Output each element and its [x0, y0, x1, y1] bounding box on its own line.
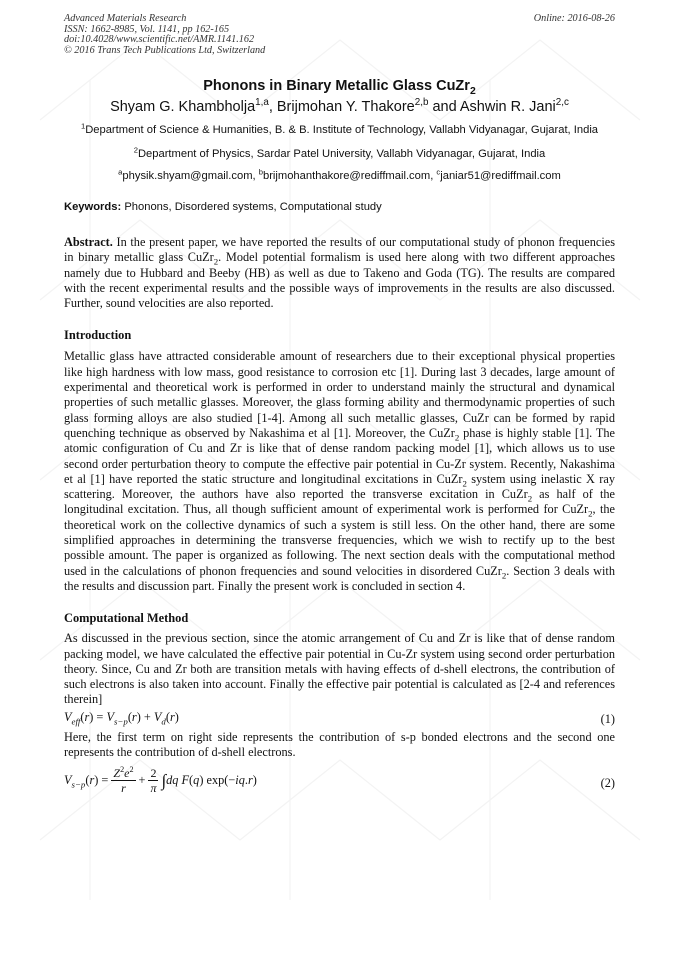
- formula-subscript: 2: [527, 493, 533, 504]
- affiliation-text: Department of Physics, Sardar Patel University, Vallabh Vidyanagar, Gujarat, India: [137, 147, 546, 160]
- formula-subscript: 2: [454, 432, 460, 443]
- body-text: phase is highly stable [1]. The atomic configuration of Cu and Zr is like that of dense random packing model [1], which allows us to use second order perturbation theory to compute the effective pair potential in Cu-Zr system. Recently, Nakashima et al [1] have reported the static structure and longitudinal excitations in CuZr: [64, 425, 615, 486]
- doi-line: doi:10.4028/www.scientific.net/AMR.1141.162: [64, 34, 255, 45]
- author-mark: 1,a: [255, 97, 269, 109]
- method-paragraph-2: Here, the first term on right side represents the contribution of s-p bonded electrons and the second one represents the contribution of d-shell electrons.: [64, 729, 615, 760]
- formula-subscript: 2: [588, 508, 593, 519]
- body-text: Metallic glass have attracted considerable amount of researchers due to their exceptional physical properties like high hardness with low mass, good resistance to corrosion etc [1]. During last 3 decades, large amount of experimental and theoretical work is performed in order to understand mainly the structural and dynamical properties of such metallic glasses. Moreover, the glass forming ability and thermodynamic properties of such glass forming alloys are also studied [1-4]. Among all such metallic glasses, CuZr can be formed by rapid quenching technique as observed by Nakashima et al [1]. Moreover, the CuZr: [64, 349, 615, 440]
- affiliation-2: [64, 144, 615, 162]
- email-link[interactable]: brijmohanthakore@rediffmail.com: [262, 170, 431, 182]
- title-text: Phonons in Binary Metallic Glass CuZr: [203, 78, 470, 94]
- email-separator: ,: [430, 170, 437, 182]
- equation-1-formula: $V_{eff}(r) = V_{s-p}(r) + V_d(r)$: [64, 709, 179, 727]
- formula-subscript: 2: [213, 256, 219, 267]
- author-separator: ,: [268, 99, 277, 115]
- introduction-heading: Introduction: [64, 328, 132, 343]
- online-date: Online: 2016-08-26: [533, 13, 615, 24]
- affiliation-mark: 1: [80, 121, 86, 131]
- equation-2: [64, 766, 615, 802]
- author-mark: 2,c: [555, 97, 569, 109]
- method-heading: Computational Method: [64, 611, 189, 626]
- formula-subscript: 2: [462, 478, 467, 489]
- body-text: system using inelastic X ray scattering. Moreover, the authors have also reported the transverse excitation in CuZr: [64, 471, 615, 502]
- email-mark: b: [258, 167, 263, 177]
- author-name: Brijmohan Y. Thakore: [276, 99, 415, 115]
- introduction-paragraph: [64, 349, 615, 594]
- equation-2-formula: $V_{s-p}(r)$ = $\frac{Z^2e^2}{r}$ + $\frac{2}{\pi}$ ∫dq F(q) exp(−iq.r): [64, 765, 257, 796]
- body-text: , the theoretical work on the collective dynamics of such a system is still less. On the other hand, there are some simplified approaches in determining the transverse frequencies, which we wish to rectify up to the best possible amount. The paper is organized as following. The next section deals with the computational method used in the calculations of phonon frequencies and sound velocities in disordered CuZr: [64, 502, 615, 578]
- author-name: Ashwin R. Jani: [459, 99, 556, 115]
- email-link[interactable]: janiar51@rediffmail.com: [440, 170, 561, 182]
- author-name: Shyam G. Khambholja: [110, 99, 256, 115]
- keywords: [64, 201, 615, 213]
- title-formula-subscript: 2: [469, 85, 476, 97]
- equation-2-number: (2): [600, 776, 615, 791]
- journal-header: [64, 14, 615, 66]
- author-emails: [64, 167, 615, 182]
- body-text: . Section 3 deals with the results and discussion part. Finally the present work is concluded in section 4.: [64, 563, 615, 593]
- formula-subscript: 2: [501, 570, 507, 581]
- email-mark: c: [436, 167, 441, 177]
- equation-1-number: (1): [600, 711, 615, 726]
- body-text: as half of the longitudinal excitation. Thus, all though sufficient amount of experimental work is performed for CuZr: [64, 487, 615, 517]
- issn-line: ISSN: 1662-8985, Vol. 1141, pp 162-165: [64, 23, 230, 35]
- keywords-text: Phonons, Disordered systems, Computational study: [124, 201, 382, 213]
- journal-name: Advanced Materials Research: [64, 13, 187, 24]
- abstract-text: . Model potential formalism is used here along with two different approaches namely due to Hubbard and Beeby (HB) as well as due to Takeno and Goda (TG). The results are compared with the recent experimental results and the possible ways of improvements in the results are also discussed. Further, sound velocities are also reported.: [64, 250, 615, 311]
- affiliation-text: Department of Science & Humanities, B. & B. Institute of Technology, Vallabh Vidyanagar, Gujarat, India: [85, 124, 599, 136]
- author-list: [64, 99, 615, 115]
- email-separator: ,: [252, 170, 259, 182]
- abstract-label: Abstract.: [64, 235, 113, 249]
- email-link[interactable]: physik.shyam@gmail.com: [122, 170, 253, 182]
- method-paragraph: As discussed in the previous section, since the atomic arrangement of Cu and Zr is like that of dense random packing model, we have calculated the effective pair potential in Cu-Zr system using second order perturbation theory. Since, Cu and Zr both are transition metals with having effects of d-shell electrons, the contribution of such electrons is also taken into account. Finally the effective pair potential is calculated as [2-4 and references therein]: [64, 631, 615, 707]
- author-separator: and: [428, 99, 460, 115]
- affiliation-1: [64, 123, 615, 138]
- author-mark: 2,b: [414, 97, 429, 109]
- email-mark: a: [118, 167, 123, 177]
- abstract: [64, 235, 615, 311]
- paper-title: [64, 78, 615, 97]
- copyright-line: © 2016 Trans Tech Publications Ltd, Switzerland: [64, 44, 266, 56]
- equation-1: [64, 710, 615, 730]
- affiliation-mark: 2: [133, 144, 138, 154]
- abstract-text: In the present paper, we have reported the results of our computational study of phonon frequencies in binary metallic glass CuZr: [64, 235, 616, 265]
- keywords-label: Keywords:: [64, 201, 122, 213]
- paper-page: [64, 14, 615, 802]
